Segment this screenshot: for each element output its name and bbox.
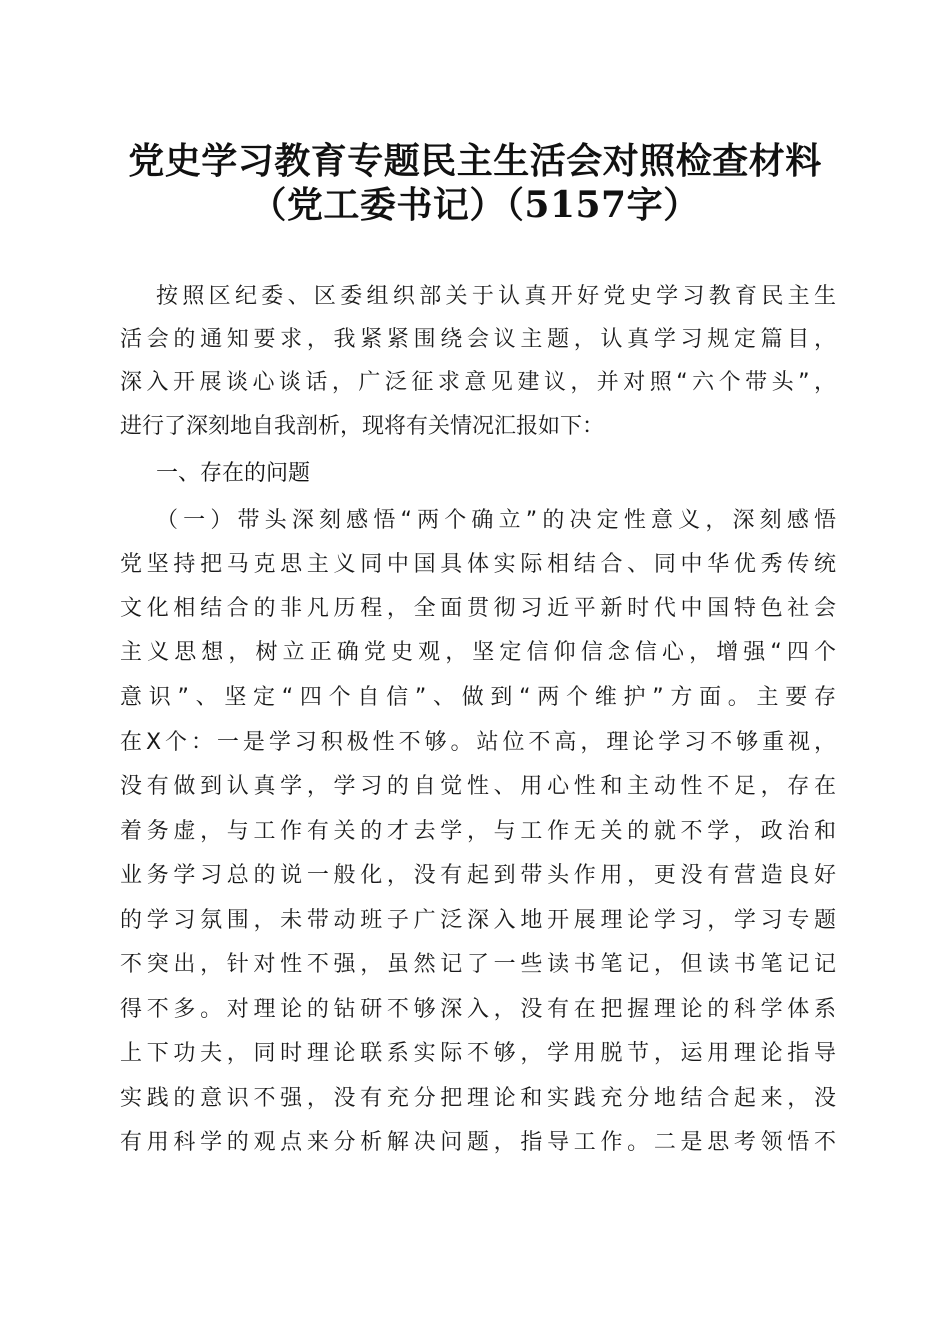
body-line: 在X个：一是学习积极性不够。站位不高，理论学习不够重视， [120, 730, 836, 755]
body-line: 着务虚，与工作有关的才去学，与工作无关的就不学，政治和 [120, 819, 836, 844]
body-line: 党坚持把马克思主义同中国具体实际相结合、同中华优秀传统 [120, 552, 836, 577]
body-line: 得不多。对理论的钻研不够深入，没有在把握理论的科学体系 [120, 997, 836, 1022]
body-line: 实践的意识不强，没有充分把理论和实践充分地结合起来，没 [120, 1086, 836, 1111]
body-line: 的学习氛围，未带动班子广泛深入地开展理论学习，学习专题 [120, 908, 836, 933]
body-line: 文化相结合的非凡历程，全面贯彻习近平新时代中国特色社会 [120, 596, 836, 621]
body-line: 有用科学的观点来分析解决问题，指导工作。二是思考领悟不 [120, 1130, 836, 1155]
body-line: 不突出，针对性不强，虽然记了一些读书笔记，但读书笔记记 [120, 952, 836, 977]
document-title-line-1: 党史学习教育专题民主生活会对照检查材料 [128, 140, 822, 182]
section-heading: 一、存在的问题 [156, 461, 311, 486]
body-line: 上下功夫，同时理论联系实际不够，学用脱节，运用理论指导 [120, 1041, 836, 1066]
body-line: 主义思想，树立正确党史观，坚定信仰信念信心，增强“四个 [120, 640, 836, 665]
intro-line: 活会的通知要求，我紧紧围绕会议主题，认真学习规定篇目， [120, 327, 836, 352]
body-line: 业务学习总的说一般化，没有起到带头作用，更没有营造良好 [120, 863, 836, 888]
body-line: 没有做到认真学，学习的自觉性、用心性和主动性不足，存在 [120, 774, 836, 799]
body-line: 意识”、坚定“四个自信”、做到“两个维护”方面。主要存 [120, 685, 836, 710]
intro-line: 深入开展谈心谈话，广泛征求意见建议，并对照“六个带头”， [120, 370, 836, 395]
intro-line: 按照区纪委、区委组织部关于认真开好党史学习教育民主生 [156, 284, 836, 309]
document-title-line-2: （党工委书记）（5157字） [250, 184, 700, 226]
body-line: （一）带头深刻感悟“两个确立”的决定性意义，深刻感悟 [156, 508, 836, 533]
intro-line: 进行了深刻地自我剖析，现将有关情况汇报如下： [120, 414, 605, 439]
